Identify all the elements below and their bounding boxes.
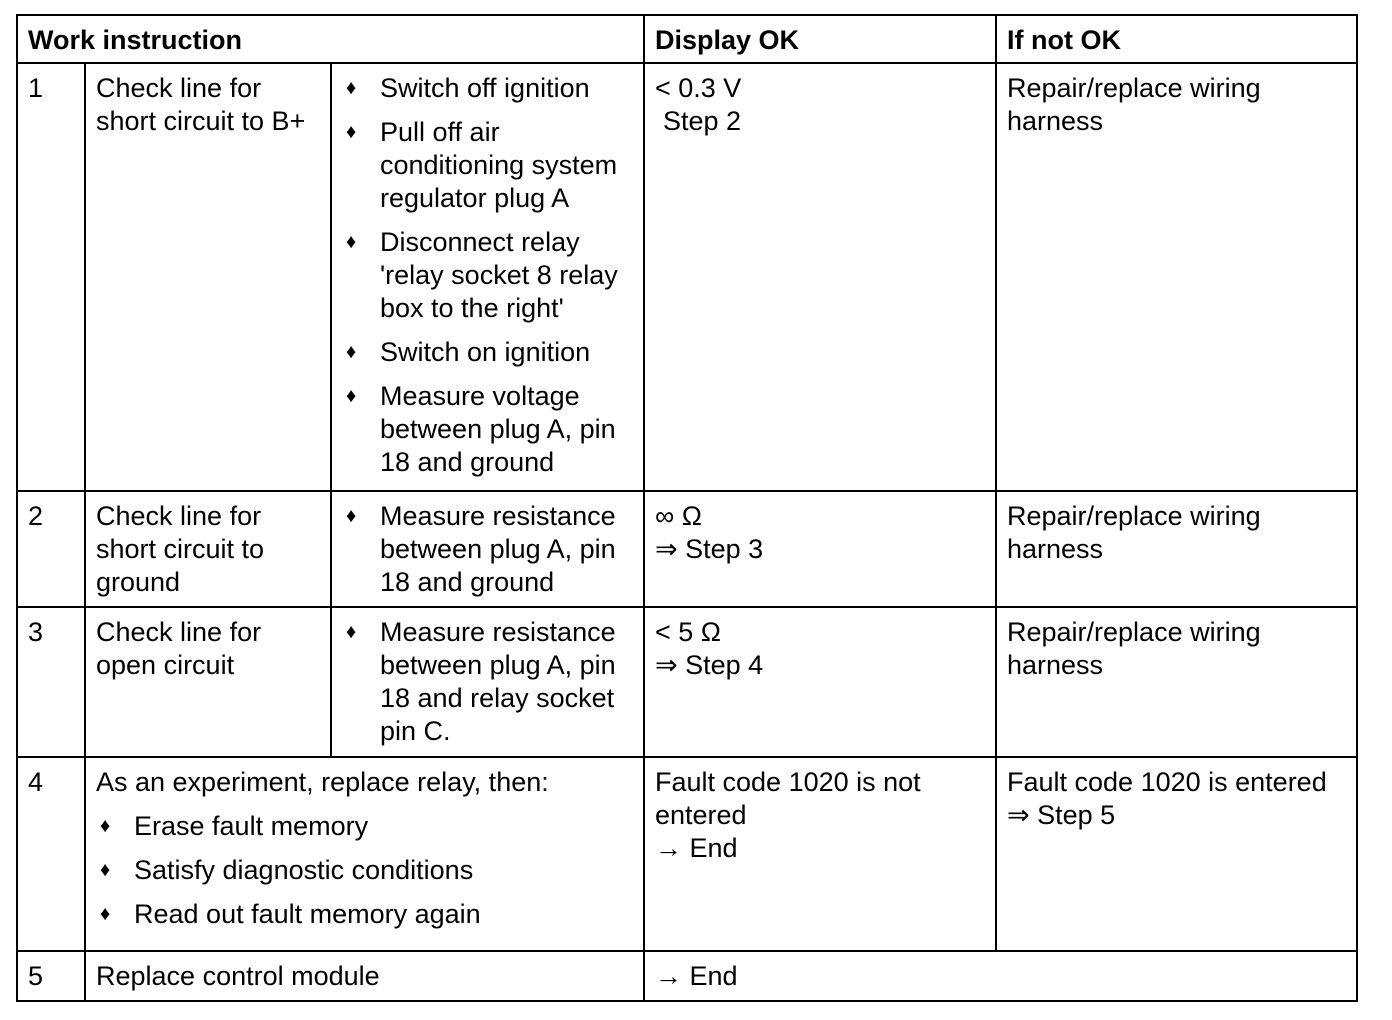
diamond-bullet-icon: ♦ [346,77,357,99]
list-item: ♦ Measure resistance between plug A, pin 18 and ground [346,501,616,597]
display-ok-value: → End [644,951,1357,1001]
table-row [17,951,1357,1001]
step-number: 5 [17,951,85,1001]
check-description: Check line for short circuit to ground [85,491,331,607]
table-row [17,757,1357,951]
display-ok-value: < 0.3 V Step 2 [644,63,996,491]
list-item: ♦ Measure voltage between plug A, pin 18 and ground [346,381,616,477]
diamond-bullet-icon: ♦ [346,231,357,253]
list-item: ♦ Read out fault memory again [100,899,481,929]
table-row [17,607,1357,757]
check-description: Check line for open circuit [85,607,331,757]
display-ok-value: < 5 Ω ⇒ Step 4 [644,607,996,757]
list-item: ♦ Erase fault memory [100,811,369,841]
step-number: 3 [17,607,85,757]
header-work-instruction: Work instruction [17,15,644,63]
table-row [17,491,1357,607]
header-if-not-ok: If not OK [996,15,1357,63]
display-ok-value: Fault code 1020 is not entered → End [644,757,996,951]
work-instruction-table [16,14,1358,1002]
if-not-ok-action: Repair/replace wiring harness [996,63,1357,491]
list-item: ♦ Satisfy diagnostic conditions [100,855,474,885]
list-item: ♦ Switch on ignition [346,337,591,367]
header-display-ok: Display OK [644,15,996,63]
diamond-bullet-icon: ♦ [346,341,357,363]
instruction-steps [331,491,644,607]
list-item: ♦ Switch off ignition [346,73,590,103]
instruction-cell [85,757,644,951]
diamond-bullet-icon: ♦ [346,621,357,643]
diamond-bullet-icon: ♦ [346,505,357,527]
diamond-bullet-icon: ♦ [100,815,111,837]
step-number: 1 [17,63,85,491]
list-item: ♦ Pull off air conditioning system regulator plug A [346,117,618,213]
if-not-ok-action: Repair/replace wiring harness [996,607,1357,757]
instruction-steps [331,607,644,757]
instruction-steps [331,63,644,491]
step-number: 2 [17,491,85,607]
if-not-ok-action: Repair/replace wiring harness [996,491,1357,607]
step-number: 4 [17,757,85,951]
if-not-ok-action: Fault code 1020 is entered ⇒ Step 5 [996,757,1357,951]
table-row [17,63,1357,491]
diamond-bullet-icon: ♦ [346,121,357,143]
instruction-text: Replace control module [85,951,644,1001]
header-row [17,15,1357,63]
list-item: ♦ Measure resistance between plug A, pin 18 and relay socket pin C. [346,617,616,746]
diamond-bullet-icon: ♦ [100,859,111,881]
check-description: Check line for short circuit to B+ [85,63,331,491]
diamond-bullet-icon: ♦ [346,385,357,407]
list-item: ♦ Disconnect relay 'relay socket 8 relay box to the right' [346,227,618,323]
display-ok-value: ∞ Ω ⇒ Step 3 [644,491,996,607]
instruction-text: As an experiment, replace relay, then: [96,767,549,797]
diamond-bullet-icon: ♦ [100,903,111,925]
